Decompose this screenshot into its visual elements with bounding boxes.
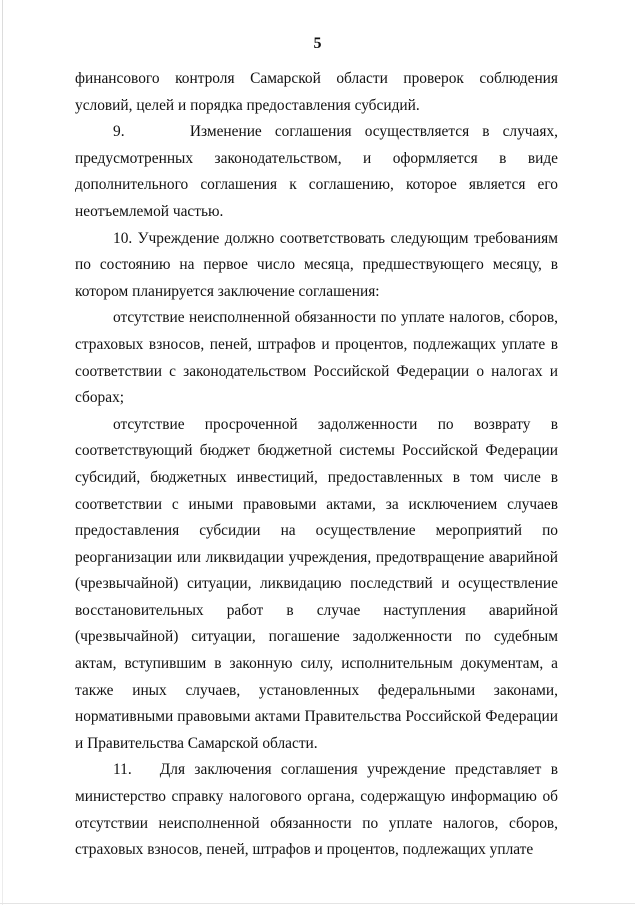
paragraph-clause-11: 11. Для заключения соглашения учреждение представляет в министерство справку налогового органа, содержащую информацию об отсутствии неисполненной обязанности по уплате налогов, сборов, страховых взносов, пеней, штрафов и процентов, подлежащих уплате xyxy=(75,761,558,859)
paragraph-requirement-taxes: отсутствие неисполненной обязанности по уплате налогов, сборов, страховых взносов, пеней, штрафов и процентов, подлежащих уплате в соответствии с законодательством Российской Федерации о налогах и сборах; xyxy=(75,309,558,407)
paragraph-clause-9: 9. Изменение соглашения осуществляется в случаях, предусмотренных законодательством, и оформляется в виде дополнительного соглашения к соглашению, которое является его неотъемлемой частью. xyxy=(75,123,558,220)
document-body xyxy=(75,66,558,864)
paragraph-requirement-debt: отсутствие просроченной задолженности по возврату в соответствующий бюджет бюджетной системы Российской Федерации субсидий, бюджетных инвестиций, предоставленных в том числе в соответствии с иными правовыми актами, за исключением случаев предоставления субсидии на осуществление мероприятий по реорганизации или ликвидации учреждения, предотвращение аварийной (чрезвычайной) ситуации, ликвидацию последствий и осуществление восстановительных работ в случае наступления аварийной (чрезвычайной) ситуации, погашение задолженности по судебным актам, вступившим в законную силу, исполнительным документам, а также иных случаев, установленных федеральными законами, нормативными правовыми актами Правительства Российской Федерации и Правительства Самарской области. xyxy=(75,415,558,752)
paragraph-continuation: финансового контроля Самарской области проверок соблюдения условий, целей и порядка предоставления субсидий. xyxy=(75,70,558,114)
scan-edge-left xyxy=(2,0,3,905)
paragraph-clause-10: 10. Учреждение должно соответствовать следующим требованиям по состоянию на первое число месяца, предшествующего месяцу, в котором планируется заключение соглашения: xyxy=(75,229,558,300)
scan-edge-bottom xyxy=(0,903,635,904)
page-number: 5 xyxy=(313,35,322,52)
